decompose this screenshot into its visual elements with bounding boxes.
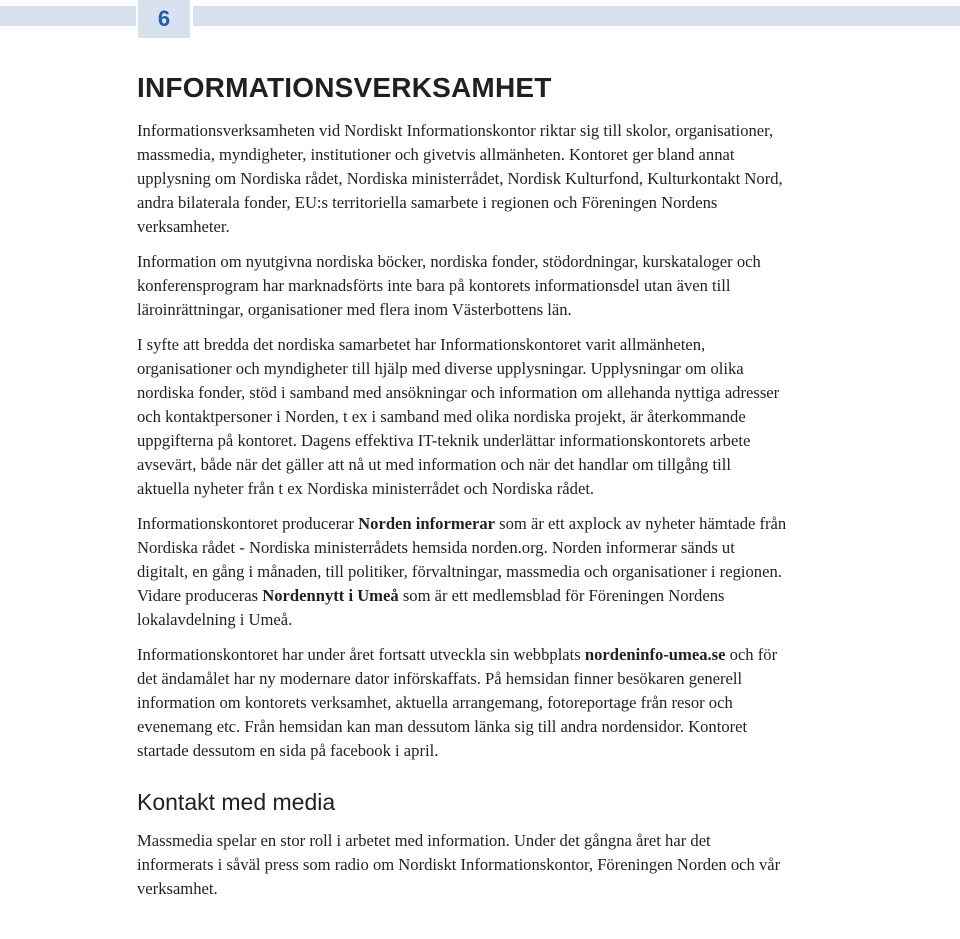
- paragraph-6: Massmedia spelar en stor roll i arbetet med information. Under det gångna året har det informerats i såväl press som radio om Nordiskt Informationskontor, Föreningen Norden och vår verksamhet.: [137, 831, 781, 898]
- header-bar-left: [0, 6, 136, 26]
- paragraph-3: I syfte att bredda det nordiska samarbetet har Informationskontoret varit allmänheten, organisationer och myndigheter till hjälp med diverse upplysningar. Upplysningar om olika nordiska fonder, stöd i samband med ansökningar och information om allehanda nyttiga adresser och kontaktpersoner i Norden, t ex i samband med olika nordiska projekt, är återkommande uppgifterna på kontoret. Dagens effektiva IT-teknik underlättar informationskontorets arbete avsevärt, både när det gäller att nå ut med information och när det handlar om tillgång till aktuella nyheter från t ex Nordiska ministerrådet och Nordiska rådet.: [137, 335, 780, 498]
- paragraph-4: [137, 512, 787, 632]
- paragraph-5: [137, 643, 787, 763]
- website-name: nordeninfo-umea.se: [584, 645, 726, 664]
- paragraph-5-text-c: och för det ändamålet har ny modernare dator införskaffats. På hemsidan finner besökaren generell information om kontorets verksamhet, aktuella arrangemang, fotoreportage från resor och evenemang etc. Från hemsidan kan man dessutom länka sig till andra nordensidor. Kontoret startade dessutom en sida på facebook i april.: [137, 645, 778, 760]
- document-body: [137, 72, 787, 912]
- header-bar-right: [193, 6, 960, 26]
- paragraph-4-text-c: som är ett axplock av nyheter hämtade från Nordiska rådet - Nordiska ministerrådets hemsida norden.org. Norden informerar sänds ut digitalt, en gång i månaden, till politiker, förvaltningar, massmedia och organisationer i regionen. Vidare produceras: [137, 514, 787, 605]
- section-heading-informationsverksamhet: INFORMATIONSVERKSAMHET: [137, 72, 552, 103]
- paragraph-2: Information om nyutgivna nordiska böcker, nordiska fonder, stödordningar, kurskataloger och konferensprogram har marknadsförts inte bara på kontorets informationsdel utan även till läroinrättningar, organisationer med flera inom Västerbottens län.: [137, 252, 761, 319]
- page-number: 6: [157, 6, 171, 31]
- publication-title-nordennytt: Nordennytt i Umeå: [262, 586, 399, 605]
- paragraph-4-text-d: som är ett medlemsblad för Föreningen Nordens lokalavdelning i Umeå.: [137, 586, 725, 629]
- paragraph-4-text-a: Informationskontoret producerar: [137, 514, 359, 533]
- publication-title-norden-informerar: Norden informerar: [358, 514, 496, 533]
- page-number-box: [138, 0, 190, 38]
- paragraph-1: Informationsverksamheten vid Nordiskt Informationskontor riktar sig till skolor, organisationer, massmedia, myndigheter, institutioner och givetvis allmänheten. Kontoret ger bland annat upplysning om Nordiska rådet, Nordiska ministerrådet, Nordisk Kulturfond, Kulturkontakt Nord, andra bilaterala fonder, EU:s territoriella samarbete i regionen och Föreningen Nordens verksamheter.: [137, 121, 783, 236]
- section-heading-kontakt-med-media: Kontakt med media: [137, 789, 336, 815]
- paragraph-5-text-a: Informationskontoret har under året fortsatt utveckla sin webbplats: [137, 645, 585, 664]
